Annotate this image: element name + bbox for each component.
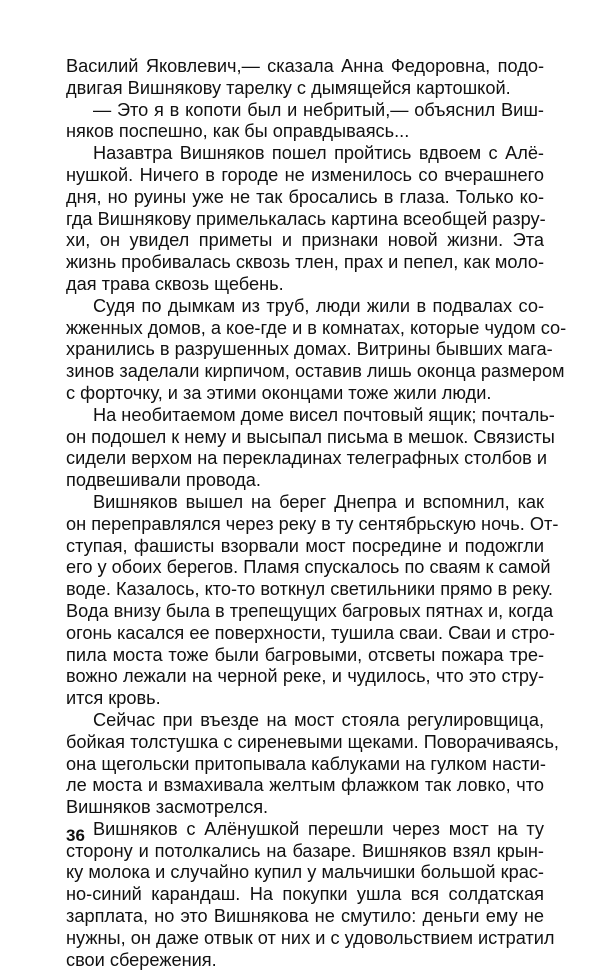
text-line: — Это я в копоти был и небритый,— объяснил Виш- (93, 99, 544, 120)
text-line: нушкой. Ничего в городе не изменилось со вчерашнего (66, 164, 544, 185)
text-line: хранились в разрушенных домах. Витрины бывших мага- (66, 339, 553, 360)
text-line: сидели верхом на перекладинах телеграфных столбов и (66, 448, 548, 469)
text-line: свои сбережения. (66, 949, 217, 970)
text-line: дая трава сквозь щебень. (66, 273, 284, 294)
text-line: он переправлялся через реку в ту сентябрьскую ночь. От- (66, 513, 559, 534)
text-line: его у обоих берегов. Пламя спускалось по сваям к самой (66, 557, 551, 578)
page-body (66, 56, 567, 971)
text-line: няков поспешно, как бы оправдываясь... (66, 121, 410, 142)
text-line: ле моста и взмахивала желтым флажком так ловко, что (66, 775, 544, 796)
text-line: зарплата, но это Вишнякова не смутило: деньги ему не (66, 906, 544, 927)
text-line: Вишняков вышел на берег Днепра и вспомнил, как (93, 491, 544, 512)
text-line: но-синий карандаш. На покупки ушла вся солдатская (66, 884, 544, 905)
text-line: гда Вишнякову примелькалась картина всеобщей разру- (66, 208, 546, 229)
paragraph-5 (66, 404, 555, 492)
text-line: Вишняков засмотрелся. (66, 797, 269, 818)
text-line: подвешивали провода. (66, 470, 261, 491)
text-line: ступая, фашисты взорвали мост посредине и подожгли (66, 535, 544, 556)
text-line: хи, он увидел приметы и признаки новой жизни. Эта (66, 230, 544, 251)
text-line: дня, но руины уже не так бросались в глаза. Только ко- (66, 186, 544, 207)
text-line: жженных домов, а кое-где и в комнатах, которые чудом со- (66, 317, 567, 338)
text-line: жизнь пробивалась сквозь тлен, прах и пепел, как моло- (66, 252, 545, 273)
page-number: 36 (66, 826, 85, 845)
text-line: ится кровь. (66, 688, 161, 709)
text-line: вожно лежали на черной реке, и чудилось, что это стру- (66, 666, 544, 687)
text-line: зинов заделали кирпичом, оставив лишь оконца размером (66, 361, 565, 382)
text-line: Вишняков с Алёнушкой перешли через мост на ту (93, 818, 544, 839)
text-line: Вода внизу была в трепещущих багровых пятнах и, когда (66, 600, 554, 621)
text-line: пила моста тоже были багровыми, отсветы пожара тре- (66, 644, 544, 665)
paragraph-2 (66, 100, 544, 144)
text-line: огонь касался ее поверхности, тушила сваи. Сваи и стро- (66, 622, 555, 643)
text-line: он подошел к нему и высыпал письма в мешок. Связисты (66, 426, 555, 447)
text-line: нужны, он даже отвык от них и с удовольствием истратил (66, 927, 555, 948)
text-line: На необитаемом доме висел почтовый ящик; почталь- (93, 404, 555, 425)
text-line: Сейчас при въезде на мост стояла регулировщица, (93, 709, 544, 730)
paragraph-1 (66, 56, 544, 100)
text-line: воде. Казалось, кто-то воткнул светильники прямо в реку. (66, 579, 553, 600)
paragraph-4 (66, 295, 567, 405)
paragraph-6 (66, 491, 559, 710)
paragraph-8 (66, 818, 555, 971)
text-line: Судя по дымкам из труб, люди жили в подвалах со- (93, 295, 544, 316)
paragraph-7 (66, 709, 559, 819)
text-line: она щегольски притопывала каблуками на гулком насти- (66, 753, 546, 774)
text-line: Назавтра Вишняков пошел пройтись вдвоем с Алё- (93, 143, 544, 164)
text-line: ку молока и случайно купил у мальчишки большой крас- (66, 862, 544, 883)
text-line: с форточку, и за этими оконцами тоже жили люди. (66, 382, 492, 403)
text-line: Василий Яковлевич,— сказала Анна Федоровна, подо- (66, 56, 544, 76)
text-line: двигая Вишнякову тарелку с дымящейся картошкой. (66, 77, 511, 98)
text-line: сторону и потолкались на базаре. Вишняков взял крын- (66, 840, 544, 861)
text-line: бойкая толстушка с сиреневыми щеками. Поворачиваясь, (66, 731, 559, 752)
paragraph-3 (66, 143, 544, 296)
